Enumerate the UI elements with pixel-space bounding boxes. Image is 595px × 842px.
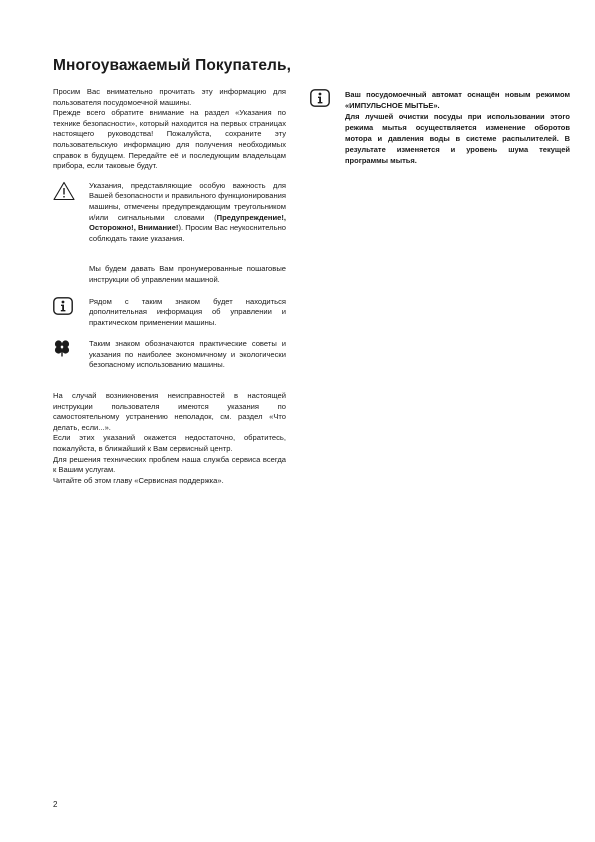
eco-note-text: Таким знаком обозначаются практические советы и указания по наиболее экономичному и экологически безопасному использованию машины. bbox=[89, 339, 286, 370]
info-note bbox=[53, 297, 286, 329]
clover-icon bbox=[53, 339, 71, 357]
info-icon bbox=[310, 89, 330, 107]
numbered-note-text: Мы будем давать Вам пронумерованные пошаговые инструкции об управлении машиной. bbox=[89, 264, 286, 284]
right-column bbox=[310, 89, 570, 166]
info-icon bbox=[53, 297, 73, 315]
eco-note bbox=[53, 339, 286, 371]
pulse-wash-paragraph-1: Ваш посудомоечный автомат оснащён новым режимом «ИМПУЛЬСНОЕ МЫТЬЕ». bbox=[345, 90, 570, 110]
intro-paragraph-2: Прежде всего обратите внимание на раздел «Указания по технике безопасности», который находится на первых страницах настоящего руководства! Пожалуйста, сохраните эту пользовательскую информацию для получения необходимых справок в будущем. Передайте её и последующим владельцам прибора, если таковые будут. bbox=[53, 108, 286, 171]
warning-triangle-icon bbox=[53, 181, 75, 201]
pulse-wash-info-note bbox=[310, 89, 570, 166]
signal-words: Предупреждение!, Осторожно!, Внимание! bbox=[89, 212, 286, 233]
page-number: 2 bbox=[53, 800, 58, 809]
left-column bbox=[53, 87, 286, 486]
warning-note-text: Указания, представляющие особую важность для Вашей безопасности и правильного функционирования машины, отмечены предупреждающим треугольником и/или сигнальными словами (Предупреждение!, Осторожно!, Внимание!). Просим Вас неукоснительно соблюдать такие указания. bbox=[89, 180, 286, 243]
page-title: Многоуважаемый Покупатель, bbox=[53, 57, 292, 74]
numbered-note bbox=[53, 264, 286, 285]
service-paragraph-4: Читайте об этом главу «Сервисная поддержка». bbox=[53, 475, 224, 485]
intro-paragraph-1: Просим Вас внимательно прочитать эту информацию для пользователя посудомоечной машины. bbox=[53, 87, 286, 107]
warning-note bbox=[53, 181, 286, 245]
pulse-wash-paragraph-2: Для лучшей очистки посуды при использовании этого режима мытья осуществляется изменение оборотов мотора и давления воды в системе распылителей. В результате изменяется и уровень шума текущей программы мытья. bbox=[345, 112, 570, 165]
service-paragraph-2: Если этих указаний окажется недостаточно, обратитесь, пожалуйста, в ближайший к Вам сервисный центр. bbox=[53, 433, 286, 454]
service-paragraph-3: Для решения технических проблем наша служба сервиса всегда к Вашим услугам. bbox=[53, 454, 286, 475]
info-note-text: Рядом с таким знаком будет находиться дополнительная информация об управлении и практическом применении машины. bbox=[89, 296, 286, 327]
service-paragraph-1: На случай возникновения неисправностей в настоящей инструкции пользователя имеются указания по самостоятельному устранению неполадок, см. раздел «Что делать, если...». bbox=[53, 391, 286, 432]
